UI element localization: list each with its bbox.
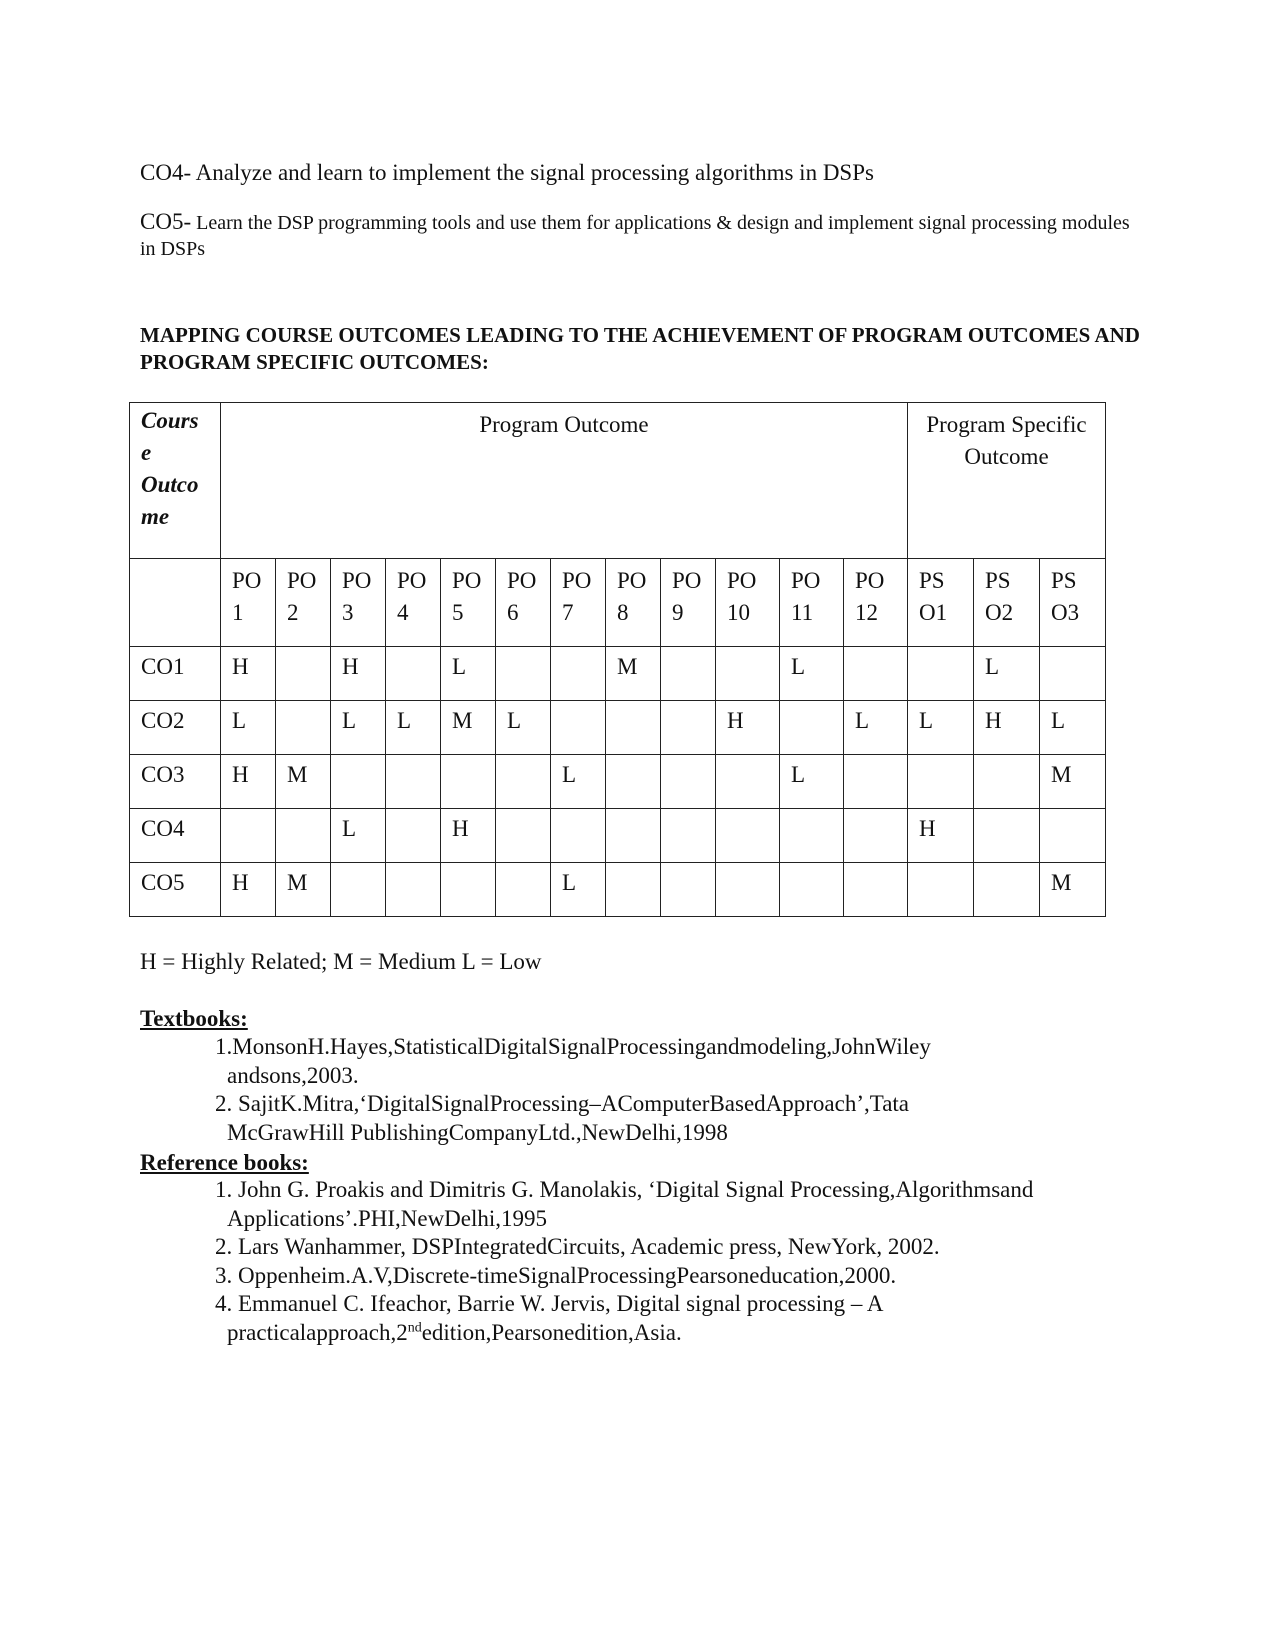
mapping-level-cell: L: [331, 701, 386, 755]
course-outcome-cell: CO5: [130, 863, 221, 917]
outcome-label-part: PO: [672, 568, 702, 593]
legend: H = Highly Related; M = Medium L = Low: [140, 949, 542, 974]
mapping-level-cell: [844, 809, 908, 863]
outcome-label-part: 3: [342, 600, 354, 625]
pso-header-line: Outcome: [964, 444, 1049, 469]
outcome-label-part: PO: [397, 568, 427, 593]
course-outcome-cell: CO2: [130, 701, 221, 755]
course-outcome-co5: [140, 209, 1130, 262]
outcome-label-part: 10: [727, 600, 750, 625]
co-header-line: Outco: [141, 472, 199, 497]
co-po-mapping-table: [129, 402, 1106, 917]
textbook-line: McGrawHill PublishingCompanyLtd.,NewDelhi,1998: [227, 1119, 728, 1145]
outcome-label-part: 12: [855, 600, 878, 625]
mapping-level-cell: [974, 809, 1040, 863]
mapping-level-cell: [716, 755, 780, 809]
mapping-level-cell: [551, 647, 606, 701]
mapping-level-cell: H: [441, 809, 496, 863]
outcome-column-label: [551, 559, 606, 647]
reference-item: [215, 1290, 1115, 1347]
mapping-level-cell: [606, 863, 661, 917]
outcome-label-part: 6: [507, 600, 519, 625]
outcome-column-label: [908, 559, 974, 647]
textbook-line: 1.MonsonH.Hayes,StatisticalDigitalSignalProcessingandmodeling,JohnWiley: [215, 1034, 931, 1059]
mapping-level-cell: [496, 863, 551, 917]
mapping-level-cell: [780, 809, 844, 863]
mapping-level-cell: [221, 809, 276, 863]
reference-line: 1. John G. Proakis and Dimitris G. Manolakis, ‘Digital Signal Processing,Algorithmsand: [215, 1177, 1034, 1202]
outcome-label-part: O1: [919, 600, 948, 625]
mapping-level-cell: L: [331, 809, 386, 863]
outcome-label-part: O2: [985, 600, 1014, 625]
mapping-level-cell: L: [844, 701, 908, 755]
outcome-label-part: 2: [287, 600, 299, 625]
outcome-column-label: [386, 559, 441, 647]
mapping-level-cell: [716, 809, 780, 863]
course-outcome-header: [130, 403, 221, 559]
outcome-label-part: PO: [342, 568, 372, 593]
mapping-level-cell: [1040, 647, 1106, 701]
co5-text: Learn the DSP programming tools and use them for applications & design and implement signal processing modules in DSPs: [140, 212, 1130, 260]
mapping-level-cell: [908, 647, 974, 701]
mapping-level-cell: L: [221, 701, 276, 755]
reference-text: practicalapproach,2: [227, 1319, 408, 1345]
mapping-level-cell: [496, 809, 551, 863]
mapping-level-cell: [386, 755, 441, 809]
co-header-line: Cours: [141, 408, 199, 433]
mapping-level-cell: M: [441, 701, 496, 755]
mapping-level-cell: [844, 863, 908, 917]
mapping-level-cell: H: [716, 701, 780, 755]
mapping-level-cell: [606, 701, 661, 755]
mapping-level-cell: H: [221, 863, 276, 917]
outcome-label-part: 11: [791, 600, 814, 625]
outcome-column-label: [441, 559, 496, 647]
outcome-label-part: 1: [232, 600, 244, 625]
co5-label: CO5-: [140, 209, 192, 234]
program-specific-outcome-header: [908, 403, 1106, 559]
mapping-level-cell: [331, 863, 386, 917]
textbook-line: andsons,2003.: [227, 1062, 359, 1088]
mapping-level-cell: [661, 647, 716, 701]
outcome-column-label: [716, 559, 780, 647]
outcome-label-part: PO: [232, 568, 262, 593]
mapping-level-cell: L: [551, 863, 606, 917]
mapping-level-cell: [908, 863, 974, 917]
mapping-level-cell: [386, 809, 441, 863]
mapping-level-cell: [496, 755, 551, 809]
mapping-level-cell: [844, 755, 908, 809]
outcome-label-part: PO: [855, 568, 885, 593]
mapping-level-cell: [331, 755, 386, 809]
mapping-level-cell: M: [1040, 755, 1106, 809]
mapping-level-cell: L: [496, 701, 551, 755]
mapping-level-cell: [844, 647, 908, 701]
outcome-column-label: [974, 559, 1040, 647]
mapping-level-cell: M: [606, 647, 661, 701]
mapping-level-cell: L: [441, 647, 496, 701]
mapping-level-cell: M: [1040, 863, 1106, 917]
reference-item: [215, 1176, 1115, 1233]
reference-line: [215, 1319, 1115, 1348]
textbook-line: 2. SajitK.Mitra,‘DigitalSignalProcessing–AComputerBasedApproach’,Tata: [215, 1091, 910, 1116]
mapping-level-cell: H: [221, 647, 276, 701]
mapping-level-cell: [386, 647, 441, 701]
mapping-level-cell: [1040, 809, 1106, 863]
outcome-label-part: PO: [791, 568, 821, 593]
outcome-label-part: 7: [562, 600, 574, 625]
co-header-line: e: [141, 440, 152, 465]
course-outcome-cell: CO1: [130, 647, 221, 701]
outcome-label-part: 9: [672, 600, 684, 625]
mapping-level-cell: [780, 701, 844, 755]
mapping-level-cell: H: [331, 647, 386, 701]
course-outcome-co4: CO4- Analyze and learn to implement the signal processing algorithms in DSPs: [140, 160, 874, 185]
mapping-level-cell: L: [908, 701, 974, 755]
outcome-label-part: 5: [452, 600, 464, 625]
ordinal-superscript: nd: [407, 1319, 422, 1335]
outcome-label-part: PO: [562, 568, 592, 593]
textbook-item: [215, 1033, 1115, 1090]
outcome-label-part: PO: [507, 568, 537, 593]
mapping-level-cell: H: [974, 701, 1040, 755]
mapping-level-cell: M: [276, 863, 331, 917]
mapping-level-cell: L: [551, 755, 606, 809]
co-header-line: me: [141, 504, 170, 529]
mapping-level-cell: [661, 863, 716, 917]
reference-books-heading: Reference books:: [140, 1150, 309, 1175]
reference-line: 4. Emmanuel C. Ifeachor, Barrie W. Jervis, Digital signal processing – A: [215, 1291, 884, 1316]
outcome-label-part: PO: [617, 568, 647, 593]
mapping-level-cell: [716, 647, 780, 701]
mapping-level-cell: M: [276, 755, 331, 809]
outcome-label-part: PO: [287, 568, 317, 593]
reference-books-list: [215, 1176, 1115, 1347]
outcome-column-label: [661, 559, 716, 647]
mapping-level-cell: [276, 809, 331, 863]
outcome-label-part: PS: [985, 568, 1011, 593]
outcome-column-label: [496, 559, 551, 647]
mapping-level-cell: [661, 701, 716, 755]
mapping-level-cell: [276, 647, 331, 701]
mapping-level-cell: L: [780, 755, 844, 809]
outcome-label-part: 8: [617, 600, 629, 625]
mapping-level-cell: [551, 701, 606, 755]
mapping-level-cell: [661, 755, 716, 809]
mapping-level-cell: L: [974, 647, 1040, 701]
outcome-column-label: [1040, 559, 1106, 647]
table-row: [130, 863, 1106, 917]
outcome-column-label: [780, 559, 844, 647]
mapping-level-cell: [441, 755, 496, 809]
reference-item: 2. Lars Wanhammer, DSPIntegratedCircuits, Academic press, NewYork, 2002.: [215, 1234, 940, 1259]
program-outcome-header: Program Outcome: [221, 403, 908, 559]
table-row: [130, 701, 1106, 755]
table-row: [130, 809, 1106, 863]
outcome-column-label: [276, 559, 331, 647]
mapping-level-cell: L: [780, 647, 844, 701]
table-row: [130, 647, 1106, 701]
mapping-level-cell: [551, 809, 606, 863]
outcome-label-part: PO: [452, 568, 482, 593]
outcome-label-part: O3: [1051, 600, 1080, 625]
mapping-heading: MAPPING COURSE OUTCOMES LEADING TO THE ACHIEVEMENT OF PROGRAM OUTCOMES AND PROGRAM SPECIFIC OUTCOMES:: [140, 323, 1140, 374]
reference-item: 3. Oppenheim.A.V,Discrete-timeSignalProcessingPearsoneducation,2000.: [215, 1262, 897, 1288]
mapping-level-cell: [496, 647, 551, 701]
outcome-column-label: [844, 559, 908, 647]
mapping-level-cell: [386, 863, 441, 917]
outcome-label-row: [130, 559, 1106, 647]
textbook-item: [215, 1090, 1115, 1147]
reference-line: Applications’.PHI,NewDelhi,1995: [227, 1205, 548, 1231]
mapping-level-cell: [974, 863, 1040, 917]
mapping-level-cell: [908, 755, 974, 809]
textbooks-list: [215, 1033, 1115, 1147]
outcome-label-part: PS: [1051, 568, 1077, 593]
outcome-label-part: PS: [919, 568, 945, 593]
outcome-column-label: [221, 559, 276, 647]
outcome-label-part: 4: [397, 600, 409, 625]
course-outcome-cell: CO3: [130, 755, 221, 809]
mapping-level-cell: [974, 755, 1040, 809]
table-row: [130, 755, 1106, 809]
mapping-level-cell: [780, 863, 844, 917]
mapping-level-cell: [661, 809, 716, 863]
mapping-level-cell: H: [908, 809, 974, 863]
mapping-level-cell: L: [386, 701, 441, 755]
outcome-label-part: PO: [727, 568, 757, 593]
pso-header-line: Program Specific: [926, 412, 1087, 437]
mapping-level-cell: H: [221, 755, 276, 809]
textbooks-heading: Textbooks:: [140, 1006, 248, 1031]
mapping-level-cell: [606, 755, 661, 809]
mapping-level-cell: [716, 863, 780, 917]
mapping-level-cell: [606, 809, 661, 863]
mapping-level-cell: [441, 863, 496, 917]
course-outcome-cell: CO4: [130, 809, 221, 863]
reference-text: edition,Pearsonedition,Asia.: [421, 1319, 682, 1345]
outcome-column-label: [331, 559, 386, 647]
mapping-level-cell: [276, 701, 331, 755]
blank-cell: [130, 559, 221, 647]
mapping-level-cell: L: [1040, 701, 1106, 755]
outcome-column-label: [606, 559, 661, 647]
